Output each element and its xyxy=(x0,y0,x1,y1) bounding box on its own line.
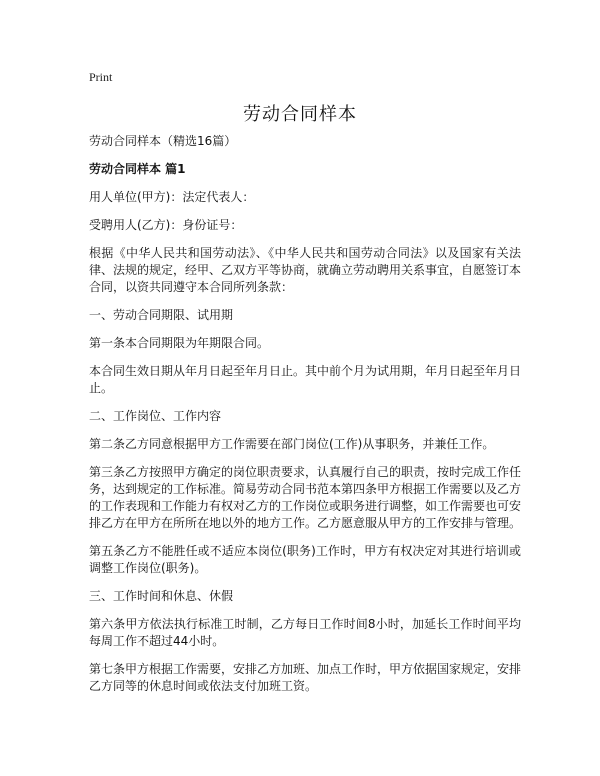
paragraph: 根据《中华人民共和国劳动法》、《中华人民共和国劳动合同法》以及国家有关法律、法规的规定，经甲、乙双方平等协商，就确立劳动聘用关系事宜，自愿签订本合同，以资共同遵守本合同所列条款： xyxy=(89,246,522,294)
paragraph: 本合同生效日期从年月日起至年月日止。其中前个月为试用期，年月日起至年月日止。 xyxy=(89,364,522,395)
clause-heading: 二、工作岗位、工作内容 xyxy=(89,409,222,423)
section-heading: 劳动合同样本 篇1 xyxy=(89,162,186,176)
paragraph: 第一条本合同期限为年期限合同。 xyxy=(89,336,270,350)
paragraph: 受聘用人(乙方)：身份证号： xyxy=(89,218,243,232)
clause-heading: 三、工作时间和休息、休假 xyxy=(89,589,234,603)
paragraph: 第二条乙方同意根据甲方工作需要在部门岗位(工作)从事职务，并兼任工作。 xyxy=(89,437,495,451)
doc-subtitle: 劳动合同样本（精选16篇） xyxy=(89,134,237,148)
paragraph: 第六条甲方依法执行标准工时制，乙方每日工作时间8小时，加延长工作时间平均每周工作不超过44小时。 xyxy=(89,617,521,648)
page-title: 劳动合同样本 xyxy=(243,104,357,125)
print-link[interactable]: Print xyxy=(89,70,113,84)
paragraph: 第五条乙方不能胜任或不适应本岗位(职务)工作时，甲方有权决定对其进行培训或调整工作岗位(职务)。 xyxy=(89,544,521,575)
paragraph: 用人单位(甲方)：法定代表人： xyxy=(89,190,255,204)
paragraph: 第七条甲方根据工作需要，安排乙方加班、加点工作时，甲方依据国家规定，安排乙方同等的休息时间或依法支付加班工资。 xyxy=(89,662,522,693)
clause-heading: 一、劳动合同期限、试用期 xyxy=(89,308,234,322)
document-body xyxy=(89,133,521,706)
paragraph: 第三条乙方按照甲方确定的岗位职责要求，认真履行自己的职责，按时完成工作任务，达到规定的工作标准。简易劳动合同书范本第四条甲方根据工作需要以及乙方的工作表现和工作能力有权对乙方的工作岗位或职务进行调整，如工作需要也可安排乙方在甲方在所所在地以外的地方工作。乙方愿意服从甲方的工作安排与管理。 xyxy=(89,465,522,530)
